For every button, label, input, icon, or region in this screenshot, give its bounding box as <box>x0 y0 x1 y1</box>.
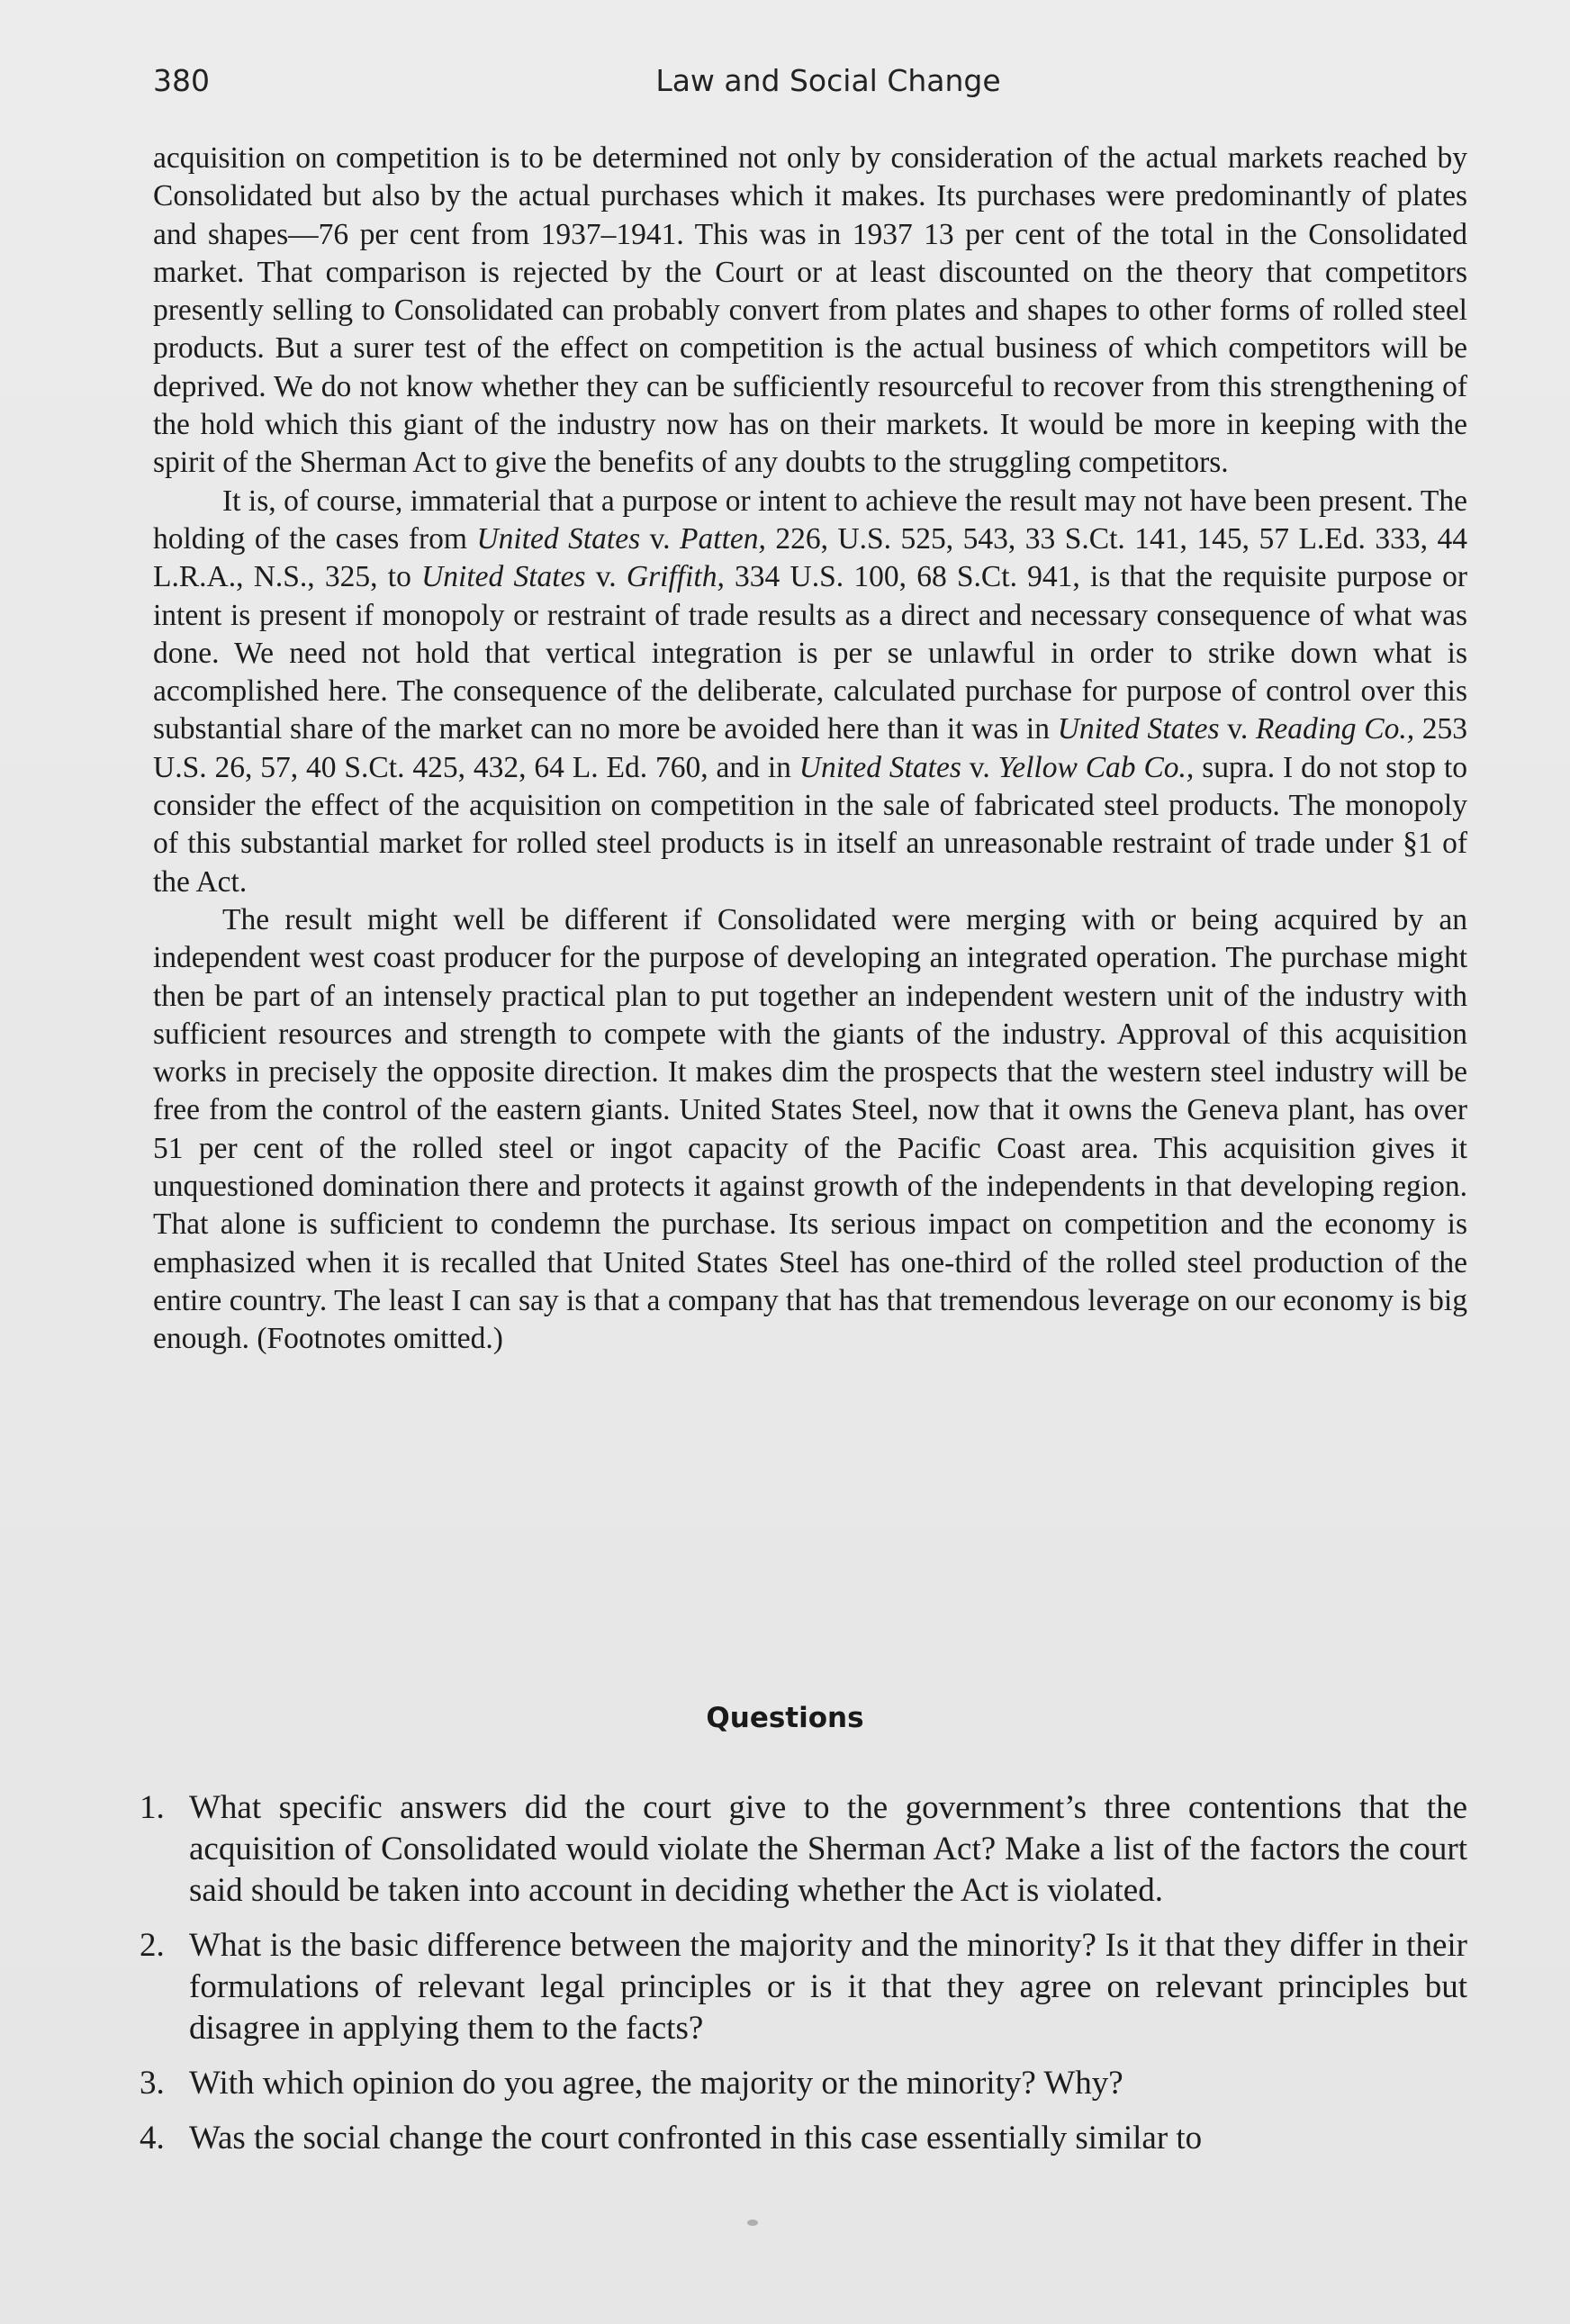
text-run: 253 U.S. 26, 57, 40 S.Ct. 425, 432, 64 L. Ed. 760, and in <box>153 712 1468 784</box>
text-run: 226, U.S. 525, 543, 33 S.Ct. 141, 145, 57 L.Ed. 333, 44 L.R.A., N.S., 325, to <box>153 521 1467 594</box>
running-head <box>153 63 1467 108</box>
text-run: The result might well be different if Consolidated were merging with or being acquired by an independent west coast producer for the purpose of developing an integrated operation. The purchase might then be part of an intensely practical plan to put together an independent western unit of the industry with sufficient resources and strength to compete with the giants of the industry. Approval of this acquisition works in precisely the opposite direction. It makes dim the prospects that the western steel industry will be free from the control of the eastern giants. United States Steel, now that it owns the Geneva plant, has over 51 per cent of the rolled steel or ingot capacity of the Pacific Coast area. This acquisition gives it unquestioned domination there and protects it against growth of the independents in that developing region. That alone is sufficient to condemn the purchase. Its serious impact on competition and the economy is emphasized when it is recalled that United States Steel has one-third of the rolled steel production of the entire country. The least I can say is that a company that has that tremendous leverage on our economy is big enough. (Footnotes omitted.) <box>153 902 1467 1356</box>
case-name: Griffith, <box>626 560 725 594</box>
question-item <box>140 2118 1467 2159</box>
running-title: Law and Social Change <box>655 63 1001 98</box>
body-paragraph <box>153 140 1467 483</box>
text-run: acquisition on competition is to be determined not only by consideration of the actual markets reached by Consolidated but also by the actual purchases which it makes. Its purchases were predominantly of plates and shapes—76 per cent from 1937–1941. This was in 1937 13 per cent of the total in the Consolidated market. That comparison is rejected by the Court or at least discounted on the theory that competitors presently selling to Consolidated can probably convert from plates and shapes to other forms of rolled steel products. But a surer test of the effect on competition is the actual business of which competitors will be deprived. We do not know whether they can be sufficiently resourceful to recover from this strengthening of the hold which this giant of the industry now has on their markets. It would be more in keeping with the spirit of the Sherman Act to give the benefits of any doubts to the struggling competitors. <box>153 141 1467 480</box>
case-name: United States <box>421 560 586 594</box>
body-paragraph <box>153 483 1467 901</box>
case-name: United States <box>799 750 961 784</box>
case-name: United States <box>1057 712 1220 746</box>
question-number: 4. <box>140 2120 165 2157</box>
body-text <box>153 140 1467 1359</box>
question-item <box>140 1925 1467 2049</box>
question-item <box>140 1787 1467 1912</box>
text-run: supra. I do not stop to consider the effect of the acquisition on competition in the sale of fabricated steel products. The monopoly of this substantial market for rolled steel products is in itself an unreasonable restraint of trade under §1 of the Act. <box>153 750 1468 899</box>
text-run: v. <box>1219 712 1256 746</box>
case-name: Reading Co., <box>1255 712 1415 746</box>
question-text: What specific answers did the court give to the government’s three contentions that the acquisition of Consolidated would violate the Sherman Act? Make a list of the factors the court said should be taken into account in deciding whether the Act is violated. <box>189 1789 1467 1909</box>
question-number: 2. <box>140 1927 165 1964</box>
text-run: v. <box>640 521 681 556</box>
question-number: 3. <box>140 2065 165 2102</box>
text-run: 334 U.S. 100, 68 S.Ct. 941, is that the requisite purpose or intent is present if monopoly or restraint of trade results as a direct and necessary consequence of what was done. We need not hold that vertical integration is per se unlawful in order to strike down what is accomplished here. The consequence of the deliberate, calculated purchase for purpose of control over this substantial share of the market can no more be avoided here than it was in <box>153 560 1468 746</box>
case-name: Yellow Cab Co., <box>997 750 1195 784</box>
questions-list <box>140 1787 1467 2173</box>
question-text: Was the social change the court confronted in this case essentially similar to <box>189 2120 1203 2157</box>
text-run: v. <box>961 750 998 784</box>
text-run: v. <box>585 560 627 594</box>
scan-speck <box>747 2220 758 2226</box>
text-run: It is, of course, immaterial that a purpose or intent to achieve the result may not have been present. The holding of the cases from <box>153 484 1467 556</box>
questions-heading: Questions <box>706 1702 864 1734</box>
body-paragraph <box>153 901 1467 1359</box>
question-text: What is the basic difference between the majority and the minority? Is it that they differ in their formulations of relevant legal principles or is it that they agree on relevant principles but disagree in applying them to the facts? <box>189 1927 1467 2047</box>
case-name: Patten, <box>680 521 766 556</box>
question-text: With which opinion do you agree, the majority or the minority? Why? <box>189 2065 1123 2102</box>
page-number: 380 <box>153 63 210 98</box>
question-item <box>140 2063 1467 2104</box>
question-number: 1. <box>140 1789 165 1826</box>
case-name: United States <box>476 521 641 556</box>
